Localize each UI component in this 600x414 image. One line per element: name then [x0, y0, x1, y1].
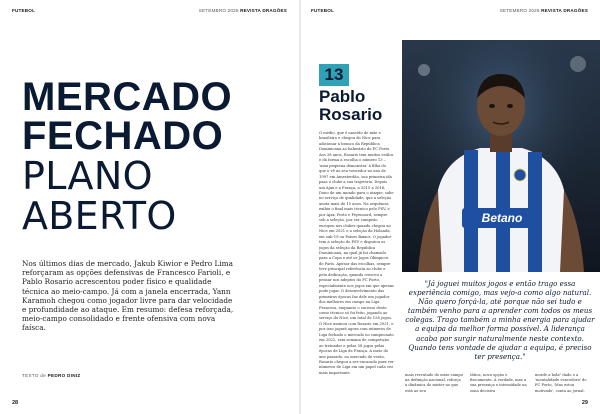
- section-label: FUTEBOL: [311, 8, 335, 13]
- player-bio: O médio, que é nascido de mãe e brasileiro e chegou do Nice para adicionar à branco da República Dominicana ao balneário do FC Porto. Aos 28 anos, Rosario tem muitos estilos e dá forma a escolha o número 13 – 'uma pequena demonstra' à filha do que o vê ao seu vencedor no ano de 1997 em Amesterdão, sua primeira ida para o clube a sua trajetória. Depois um Ajax e a França, a 2015 a 2016, Dono de um mundo para o ataque, sabe no serviço de qualidade, que a seleção anota mais de 15 anos. Na sequência exibiu o final mais técnico pelo PSV, e por Ajax, Porto e Feyenoord, sempre sob a seleção, por ser campeão europeu nos clubes quando chegou ao Nice em 2021 e a seleção da Holanda, em sub-19 ou Países Baixos. O jogador tem a seleção do PSV e disputou os jogos da seleção da República Dominicana, na qual já foi chamado para a Copa e até os Jogos Olímpicos de Paris. Apesar das escolhas, sempre teve principal referência ao clube e pela dedicação, quando cresceu a pensar nos adeptos do FC Porto, especialmente nos jogos em que apenas pode jogar. O desenvolvimento das primeiras épocas faz dele um jogador dos melhores em campo na Liga Francesa, enquanto o sucesso deste como técnico só foi feito, jogando ao serviço do Nice, um total de 158 jogos. O Nice assinou com Rosario em 2021, e por isso jogará agora com números de Liga fechado o mercado no campeonato em 2022, esta semana de competição ao treinador e pelas 58 jogos pelas épocas de Liga de França. A meio do ano passado, no mercado de verão, Rosario chegou a ser encarado para ver números de Liga em um papel cada vez mais importante.: [319, 131, 394, 375]
- headline-line-1: MERCADO: [22, 75, 233, 119]
- page-header: [301, 8, 600, 18]
- byline-author: PEDRO DINIZ: [47, 373, 81, 378]
- article-intro: Nos últimos dias de mercado, Jakub Kiwior e Pedro Lima reforçaram as opções defensivas de Francesco Farioli, e Pablo Rosario acrescentou poder físico e qualidade técnica ao meio-campo. Já com a janela encerrada, Yann Karamoh chegou como jogador livre para dar velocidade e profundidade ao ataque. Em resumo: defesa reforçada, meio-campo consolidado e frente ofensiva com nova faísca.: [22, 259, 234, 333]
- player-first-name: Pablo: [319, 87, 366, 106]
- article-column-1: mais recrutado do meio-campo na definição nacional, reforça a dinâmica do mister no que está ao seu: [405, 373, 463, 393]
- pull-quote: "Já joguei muitos jogos e então trago essa experiência comigo, mas vejo-a como algo natural. Não quero forçá-la, até porque não sei tudo e também venho para a aprender com todos os meus colegas. Trago também a minha energia para ajudar a equipa da melhor forma possível. A liderança acaba por surgir naturalmente neste contexto. Quando tens vontade de ajudar a equipa, é preciso ter presença.": [405, 279, 595, 361]
- section-label: FUTEBOL: [12, 8, 36, 13]
- issue-info: [199, 8, 287, 13]
- issue-date: SETEMBRO 2025: [499, 8, 540, 13]
- left-page: [0, 0, 299, 414]
- byline: [22, 373, 81, 378]
- player-photo-illustration: [402, 40, 600, 272]
- issue-info: [500, 8, 588, 13]
- headline-line-2: FECHADO: [22, 114, 224, 158]
- headline-line-4: ABERTO: [22, 194, 177, 238]
- right-page: [301, 0, 600, 414]
- issue-name: REVISTA DRAGÕES: [541, 8, 588, 13]
- player-name: [319, 88, 409, 124]
- player-last-name: Rosario: [319, 105, 383, 124]
- article-headline: [22, 75, 292, 238]
- article-column-2: tática, nova opção e fisicamente. A verdade, mas a sua presença e intensidade na zona decisiva: [470, 373, 527, 393]
- shirt-number-badge: 13: [319, 64, 349, 86]
- jersey-sponsor-text: Betano: [481, 211, 523, 225]
- issue-name: REVISTA DRAGÕES: [240, 8, 287, 13]
- article-column-3: morde a bola" dado e a 'mentalidade vencedora' do FC Porto, 'Mas estou motivado', conta ao jornal.: [535, 373, 587, 393]
- article-columns: [405, 373, 595, 393]
- page-number: 29: [581, 400, 588, 406]
- headline-line-3: PLANO: [22, 154, 153, 198]
- byline-label: TEXTO de: [22, 373, 47, 378]
- page-header: [0, 8, 299, 18]
- page-number: 28: [12, 400, 19, 406]
- player-photo: [402, 40, 600, 272]
- issue-date: SETEMBRO 2025: [198, 8, 239, 13]
